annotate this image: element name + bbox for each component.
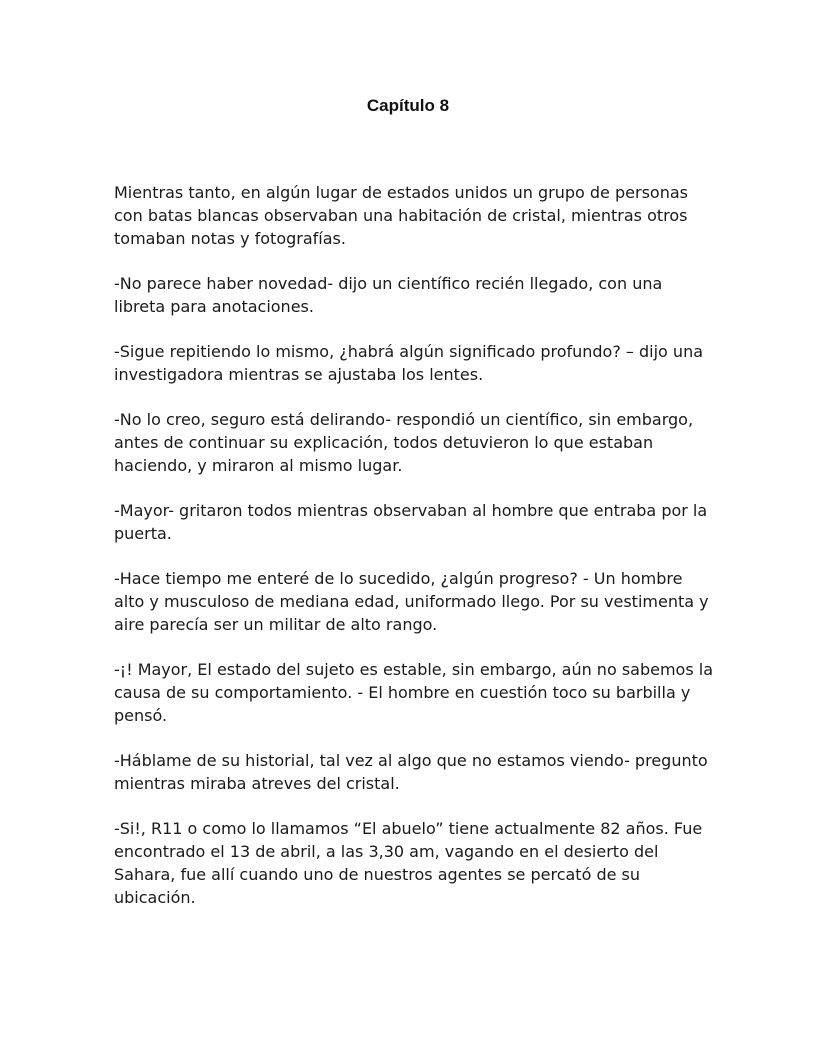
paragraph-4: -No lo creo, seguro está delirando- respondió un científico, sin embargo, antes de continuar su explicación, todos detuvieron lo que estaban haciendo, y miraron al mismo lugar. — [114, 410, 694, 475]
paragraph-9: -Si!, R11 o como lo llamamos “El abuelo” tiene actualmente 82 años. Fue encontrado el 13 de abril, a las 3,30 am, vagando en el desierto del Sahara, fue allí cuando uno de nuestros agentes se percató de su ubicación. — [114, 819, 703, 907]
chapter-title: Capítulo 8 — [366, 96, 450, 115]
paragraph-6: -Hace tiempo me enteré de lo sucedido, ¿algún progreso? - Un hombre alto y musculoso de mediana edad, uniformado llego. Por su vestimenta y aire parecía ser un militar de alto rango. — [114, 569, 709, 634]
paragraph-5: -Mayor- gritaron todos mientras observaban al hombre que entraba por la puerta. — [114, 501, 708, 543]
paragraph-3: -Sigue repitiendo lo mismo, ¿habrá algún significado profundo? – dijo una investigadora mientras se ajustaba los lentes. — [114, 342, 704, 384]
paragraph-2: -No parece haber novedad- dijo un científico recién llegado, con una libreta para anotaciones. — [114, 274, 663, 316]
paragraph-1: Mientras tanto, en algún lugar de estados unidos un grupo de personas con batas blancas observaban una habitación de cristal, mientras otros tomaban notas y fotografías. — [114, 183, 688, 248]
paragraph-7: -¡! Mayor, El estado del sujeto es estable, sin embargo, aún no sabemos la causa de su comportamiento. - El hombre en cuestión toco su barbilla y pensó. — [114, 660, 714, 725]
chapter-body — [114, 181, 714, 931]
paragraph-8: -Háblame de su historial, tal vez al algo que no estamos viendo- pregunto mientras miraba atreves del cristal. — [114, 751, 708, 793]
